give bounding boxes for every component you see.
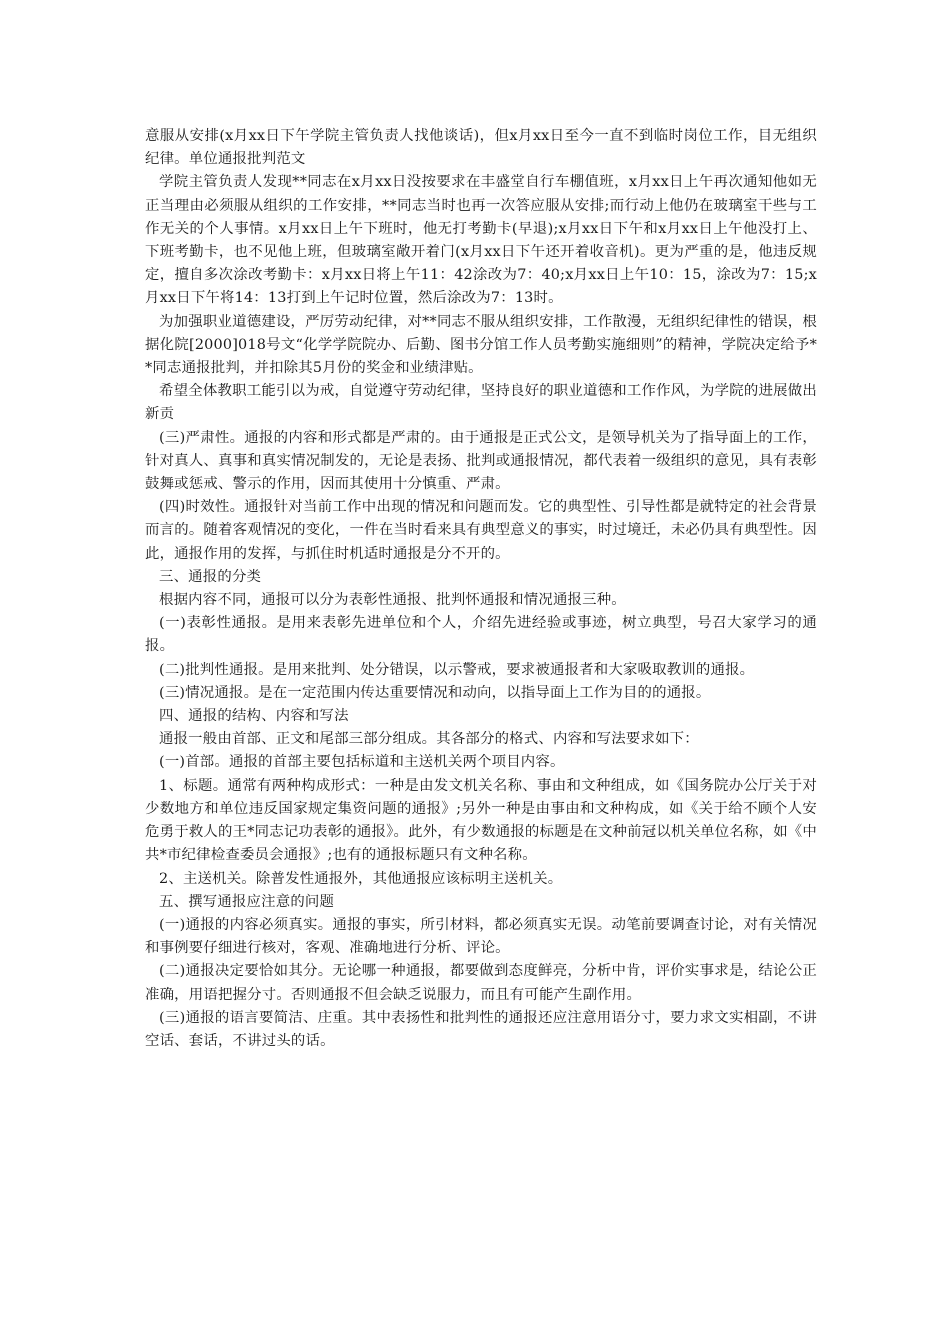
paragraph: 希望全体教职工能引以为戒，自觉遵守劳动纪律，坚持良好的职业道德和工作作风，为学院的进展做出新贡 — [145, 383, 817, 423]
section-heading: 四、通报的结构、内容和写法 — [159, 708, 349, 725]
paragraph: 2、主送机关。除普发性通报外，其他通报应该标明主送机关。 — [159, 870, 563, 887]
paragraph: 根据内容不同，通报可以分为表彰性通报、批判怀通报和情况通报三种。 — [159, 592, 626, 609]
document-body — [145, 125, 817, 1053]
paragraph: (二)批判性通报。是用来批判、处分错误，以示警戒，要求被通报者和大家吸取教训的通报。 — [159, 661, 755, 678]
paragraph: 意服从安排(x月xx日下午学院主管负责人找他谈话)，但x月xx日至今一直不到临时岗位工作，目无组织纪律。单位通报批判范文 — [145, 128, 817, 168]
section-heading: 三、通报的分类 — [159, 568, 262, 585]
paragraph: 通报一般由首部、正文和尾部三部分组成。其各部分的格式、内容和写法要求如下： — [159, 731, 699, 748]
paragraph: 学院主管负责人发现**同志在x月xx日没按要求在丰盛堂自行车棚值班，x月xx日上午再次通知他如无正当理由必须服从组织的工作安排，**同志当时也再一次答应服从安排;而行动上他仍在玻璃室干些与工作无关的个人事情。x月xx日上午下班时，他无打考勤卡(早退);x月xx日下午和x月xx日上午他没打上、下班考勤卡，也不见他上班，但玻璃室敞开着门(x月xx日下午还开着收音机)。更为严重的是，他违反规定，擅自多次涂改考勤卡：x月xx日将上午11：42涂改为7：40;x月xx日上午10：15，涂改为7：15;x月xx日下午将14：13打到上午记时位置，然后涂改为7：13时。 — [145, 174, 817, 307]
paragraph: (一)通报的内容必须真实。通报的事实，所引材料，都必须真实无误。动笔前要调查讨论，对有关情况和事例要仔细进行核对，客观、准确地进行分析、评论。 — [145, 916, 817, 957]
paragraph: (一)表彰性通报。是用来表彰先进单位和个人，介绍先进经验或事迹，树立典型，号召大家学习的通报。 — [145, 615, 817, 655]
paragraph: 为加强职业道德建设，严厉劳动纪律，对**同志不服从组织安排，工作散漫，无组织纪律性的错误，根据化院[2000]018号文“化学学院院办、后勤、图书分馆工作人员考勤实施细则”的精神，学院决定给予**同志通报批判，并扣除其5月份的奖金和业绩津贴。 — [145, 313, 817, 377]
paragraph: 1、标题。通常有两种构成形式：一种是由发文机关名称、事由和文种组成，如《国务院办公厅关于对少数地方和单位违反国家规定集资问题的通报》;另外一种是由事由和文种构成，如《关于给不顾个人安危勇于救人的王*同志记功表彰的通报》。此外，有少数通报的标题是在文种前冠以机关单位名称，如《中共*市纪律检查委员会通报》;也有的通报标题只有文种名称。 — [145, 777, 817, 864]
paragraph: (三)情况通报。是在一定范围内传达重要情况和动向，以指导面上工作为目的的通报。 — [159, 684, 711, 701]
paragraph: (四)时效性。通报针对当前工作中出现的情况和问题而发。它的典型性、引导性都是就特定的社会背景而言的。随着客观情况的变化，一件在当时看来具有典型意义的事实，时过境迁，未必仍具有典型性。因此，通报作用的发挥，与抓住时机适时通报是分不开的。 — [145, 499, 817, 562]
section-heading: 五、撰写通报应注意的问题 — [159, 893, 335, 910]
paragraph: (三)通报的语言要简洁、庄重。其中表扬性和批判性的通报还应注意用语分寸，要力求文实相副，不讲空话、套话，不讲过头的话。 — [145, 1009, 817, 1049]
paragraph: (三)严肃性。通报的内容和形式都是严肃的。由于通报是正式公文，是领导机关为了指导面上的工作，针对真人、真事和真实情况制发的，无论是表扬、批判或通报情况，都代表着一级组织的意见，具有表彰鼓舞或惩戒、警示的作用，因而其使用十分慎重、严肃。 — [145, 429, 817, 493]
paragraph: (一)首部。通报的首部主要包括标道和主送机关两个项目内容。 — [159, 754, 565, 771]
paragraph: (二)通报决定要恰如其分。无论哪一种通报，都要做到态度鲜亮，分析中肯，评价实事求是，结论公正准确，用语把握分寸。否则通报不但会缺乏说服力，而且有可能产生副作用。 — [145, 963, 817, 1003]
